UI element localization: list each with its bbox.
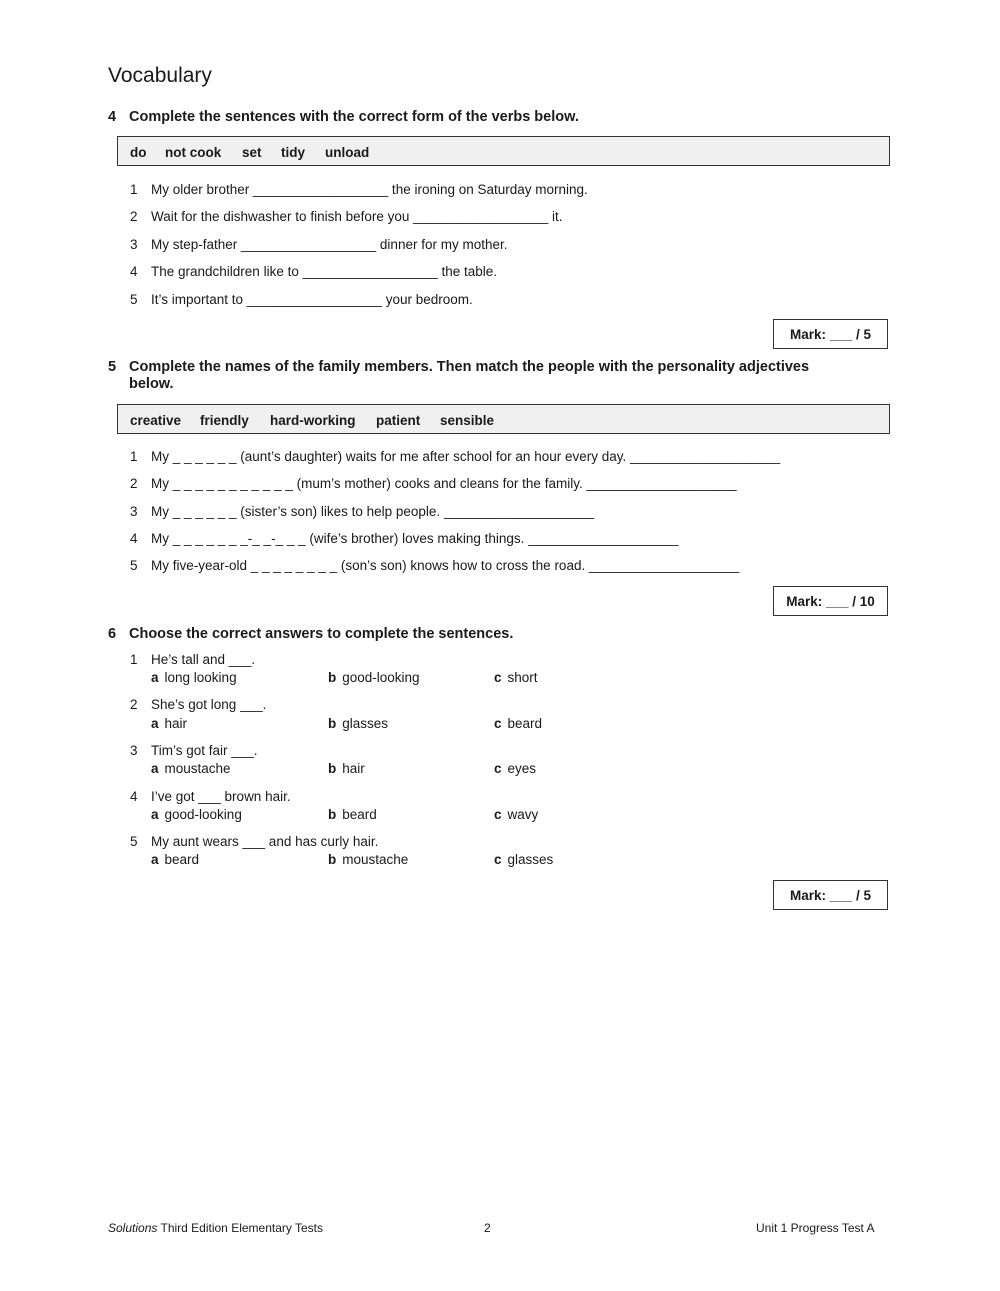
- q5-number: 5: [108, 359, 117, 375]
- q6-instruction: Choose the correct answers to complete the sentences.: [129, 626, 514, 642]
- q5-item-sentence: My five-year-old _ _ _ _ _ _ _ _ (son’s son) knows how to cross the road. ____________________: [151, 558, 740, 573]
- q6-option-c[interactable]: c beard: [494, 716, 543, 731]
- q6-item-stem: He’s tall and ___.: [151, 652, 256, 667]
- q6-option-c[interactable]: c short: [494, 670, 538, 685]
- footer-test-name: Unit 1 Progress Test A: [756, 1221, 875, 1235]
- q6-option-b[interactable]: b beard: [328, 807, 377, 822]
- q6-option-b[interactable]: b moustache: [328, 852, 409, 867]
- q6-option-a[interactable]: a good-looking: [151, 807, 242, 822]
- q5-word: patient: [376, 413, 421, 428]
- q5-item-number: 2: [130, 476, 138, 491]
- q6-option-b[interactable]: b hair: [328, 761, 365, 776]
- q5-item-number: 3: [130, 504, 138, 519]
- q6-item-stem: My aunt wears ___ and has curly hair.: [151, 834, 379, 849]
- q6-item-stem: I’ve got ___ brown hair.: [151, 789, 291, 804]
- q6-option-c[interactable]: c wavy: [494, 807, 539, 822]
- q6-item-stem: Tim’s got fair ___.: [151, 743, 258, 758]
- q4-item-number: 3: [130, 237, 138, 252]
- q5-item-sentence: My _ _ _ _ _ _ (aunt’s daughter) waits for me after school for an hour every day. ____________________: [151, 449, 781, 464]
- q4-mark-box: Mark: ___ / 5: [773, 319, 888, 349]
- q6-option-b[interactable]: b good-looking: [328, 670, 420, 685]
- q6-option-a[interactable]: a moustache: [151, 761, 231, 776]
- q6-number: 6: [108, 626, 117, 642]
- q6-option-a[interactable]: a long looking: [151, 670, 237, 685]
- q4-number: 4: [108, 109, 117, 125]
- q5-item-number: 4: [130, 531, 138, 546]
- q4-word: not cook: [165, 145, 222, 160]
- q5-word-box: [117, 404, 890, 434]
- q6-item-number: 2: [130, 697, 138, 712]
- q4-item-number: 2: [130, 209, 138, 224]
- q4-item-sentence: It’s important to __________________ your bedroom.: [151, 292, 473, 307]
- q6-item-number: 1: [130, 652, 138, 667]
- q5-item-number: 1: [130, 449, 138, 464]
- q4-word: do: [130, 145, 147, 160]
- q6-item-stem: She’s got long ___.: [151, 697, 267, 712]
- q6-option-c[interactable]: c eyes: [494, 761, 537, 776]
- q6-item-number: 3: [130, 743, 138, 758]
- q4-word: tidy: [281, 145, 306, 160]
- footer-book-title: Solutions Third Edition Elementary Tests: [108, 1221, 324, 1235]
- q5-word: sensible: [440, 413, 495, 428]
- q4-word: unload: [325, 145, 370, 160]
- q6-mark-box: Mark: ___ / 5: [773, 880, 888, 910]
- q4-word: set: [242, 145, 262, 160]
- q5-item-sentence: My _ _ _ _ _ _ _ _ _ _ _ (mum’s mother) cooks and cleans for the family. ____________________: [151, 476, 737, 491]
- page-title: Vocabulary: [108, 64, 212, 87]
- q6-option-a[interactable]: a beard: [151, 852, 200, 867]
- q4-item-number: 1: [130, 182, 138, 197]
- q6-option-b[interactable]: b glasses: [328, 716, 389, 731]
- q4-item-sentence: My older brother __________________ the ironing on Saturday morning.: [151, 182, 588, 197]
- q6-option-a[interactable]: a hair: [151, 716, 188, 731]
- q4-instruction: Complete the sentences with the correct form of the verbs below.: [129, 109, 579, 125]
- q4-item-sentence: My step-father __________________ dinner for my mother.: [151, 237, 508, 252]
- q4-item-number: 4: [130, 264, 138, 279]
- q5-item-sentence: My _ _ _ _ _ _ _-_ _-_ _ _ (wife’s brother) loves making things. ____________________: [151, 531, 679, 546]
- q6-item-number: 5: [130, 834, 138, 849]
- q5-word: hard-working: [270, 413, 356, 428]
- q5-word: creative: [130, 413, 182, 428]
- q5-item-number: 5: [130, 558, 138, 573]
- footer-page-number: 2: [484, 1221, 491, 1235]
- q6-item-number: 4: [130, 789, 138, 804]
- q5-instruction-cont: below.: [129, 376, 174, 392]
- q5-item-sentence: My _ _ _ _ _ _ (sister’s son) likes to help people. ____________________: [151, 504, 595, 519]
- q6-option-c[interactable]: c glasses: [494, 852, 554, 867]
- q4-item-sentence: Wait for the dishwasher to finish before you __________________ it.: [151, 209, 563, 224]
- q5-mark-box: Mark: ___ / 10: [773, 586, 888, 616]
- q4-item-number: 5: [130, 292, 138, 307]
- q5-word: friendly: [200, 413, 249, 428]
- q4-item-sentence: The grandchildren like to __________________ the table.: [151, 264, 498, 279]
- q4-word-box: [117, 136, 890, 166]
- q5-instruction: Complete the names of the family members. Then match the people with the personality adjectives: [129, 359, 810, 375]
